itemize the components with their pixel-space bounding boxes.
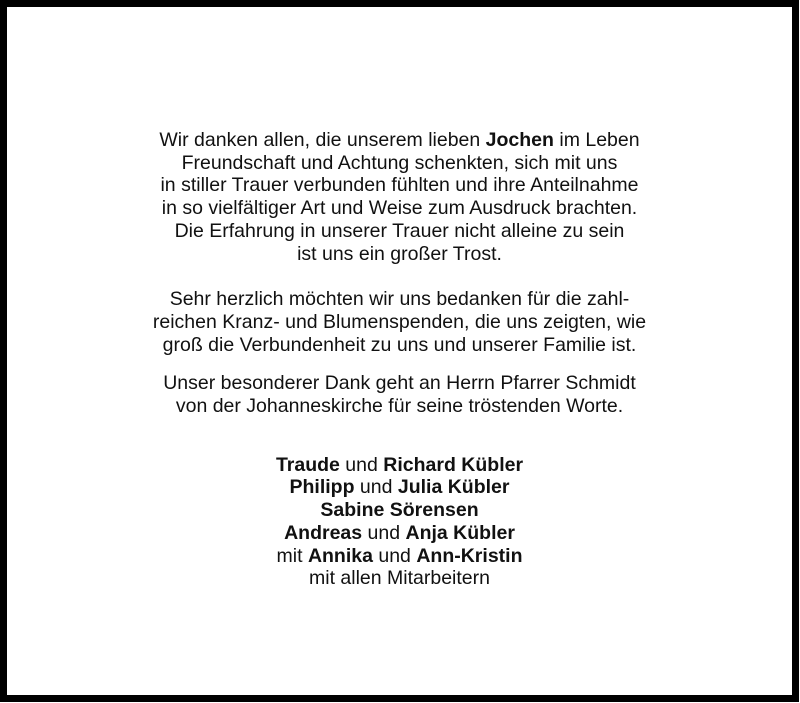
signer-name: Richard Kübler	[383, 453, 524, 476]
signer-name: Sabine Sörensen	[320, 499, 479, 522]
flowers-line-3: groß die Verbundenheit zu uns und unserer Familie ist.	[162, 333, 637, 356]
flowers-paragraph	[7, 288, 792, 356]
pastor-paragraph	[7, 372, 792, 417]
flowers-line-1: Sehr herzlich möchten wir uns bedanken für die zahl-	[169, 288, 630, 311]
thanks-line-2: Freundschaft und Achtung schenkten, sich mit uns	[181, 151, 618, 174]
signer-name: Philipp	[289, 476, 355, 499]
signature-row-6: mit allen Mitarbeitern	[309, 567, 490, 590]
joiner-text: und	[354, 476, 398, 499]
notice-content	[7, 129, 792, 590]
joiner-text: mit	[276, 544, 308, 567]
pastor-line-2: von der Johanneskirche für seine tröstenden Worte.	[175, 395, 624, 418]
thanks-line-1	[7, 129, 792, 152]
signature-row-1	[7, 454, 792, 477]
thanks-line-3: in stiller Trauer verbunden fühlten und ihre Anteilnahme	[160, 174, 639, 197]
spacer	[7, 265, 792, 288]
signatures	[7, 454, 792, 590]
signer-name: Julia Kübler	[397, 476, 510, 499]
signer-name: Ann-Kristin	[416, 544, 523, 567]
signature-row-2	[7, 476, 792, 499]
signature-row-3	[7, 499, 792, 522]
joiner-text: und	[339, 453, 384, 476]
pastor-line-1: Unser besonderer Dank geht an Herrn Pfarrer Schmidt	[163, 372, 636, 395]
deceased-name: Jochen	[485, 129, 554, 151]
signer-name: Anja Kübler	[405, 521, 515, 544]
signer-name: Andreas	[284, 521, 363, 544]
spacer	[7, 356, 792, 372]
signer-name: Annika	[307, 544, 373, 567]
joiner-text: und	[362, 521, 406, 544]
signature-row-4	[7, 522, 792, 545]
thanks-line-5: Die Erfahrung in unserer Trauer nicht alleine zu sein	[174, 219, 625, 242]
text-segment: Wir danken allen, die unserem lieben	[159, 129, 486, 151]
thanks-paragraph	[7, 129, 792, 265]
signer-name: Traude	[275, 453, 340, 476]
text-segment: im Leben	[553, 129, 640, 151]
thanks-line-4: in so vielfältiger Art und Weise zum Ausdruck brachten.	[161, 197, 638, 220]
signature-row-5	[7, 545, 792, 568]
flowers-line-2: reichen Kranz- und Blumenspenden, die uns zeigten, wie	[152, 310, 647, 333]
spacer	[7, 418, 792, 454]
thanks-line-6: ist uns ein großer Trost.	[297, 242, 502, 265]
joiner-text: und	[372, 544, 417, 567]
